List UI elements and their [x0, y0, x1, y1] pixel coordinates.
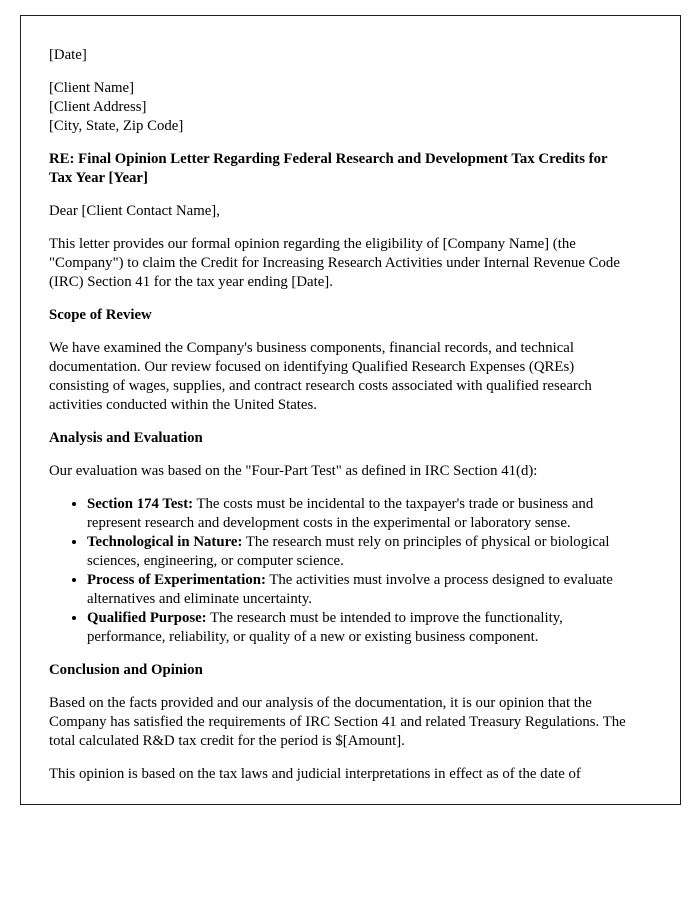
list-item-label: Technological in Nature:: [87, 534, 243, 550]
letter-document: [20, 15, 681, 805]
scope-of-review-paragraph: We have examined the Company's business components, financial records, and technical documentation. Our review focused on identifying Qualified Research Expenses (QREs) consisting of wages, supplies, and contract research costs associated with qualified research activities conducted within the United States.: [49, 340, 592, 413]
closing-partial-paragraph: This opinion is based on the tax laws and judicial interpretations in effect as of the date of: [49, 766, 581, 782]
date-line: [Date]: [49, 47, 87, 63]
conclusion-paragraph: Based on the facts provided and our analysis of the documentation, it is our opinion that the Company has satisfied the requirements of IRC Section 41 and related Treasury Regulations. The total calculated R&D tax credit for the period is $[Amount].: [49, 695, 626, 749]
client-city-state-zip-line: [City, State, Zip Code]: [49, 118, 184, 134]
subject-line: RE: Final Opinion Letter Regarding Federal Research and Development Tax Credits for Tax Year [Year]: [49, 151, 608, 186]
list-item-technological-in-nature: [87, 533, 632, 571]
list-item-section-174-test: [87, 495, 632, 533]
client-address-block: [49, 79, 632, 136]
four-part-test-list: [49, 495, 632, 647]
analysis-intro-paragraph: Our evaluation was based on the "Four-Part Test" as defined in IRC Section 41(d):: [49, 463, 538, 479]
list-item-qualified-purpose: [87, 609, 632, 647]
list-item-text: The activities must involve a process designed to evaluate alternatives and eliminate uncertainty.: [87, 572, 613, 607]
section-heading-analysis-and-evaluation: Analysis and Evaluation: [49, 430, 203, 446]
section-heading-scope-of-review: Scope of Review: [49, 307, 152, 323]
list-item-label: Process of Experimentation:: [87, 572, 266, 588]
client-address-line: [Client Address]: [49, 99, 147, 115]
intro-paragraph: This letter provides our formal opinion regarding the eligibility of [Company Name] (the "Company") to claim the Credit for Increasing Research Activities under Internal Revenue Code (IRC) Section 41 for the tax year ending [Date].: [49, 236, 620, 290]
list-item-label: Section 174 Test:: [87, 496, 194, 512]
section-heading-conclusion-and-opinion: Conclusion and Opinion: [49, 662, 203, 678]
list-item-process-of-experimentation: [87, 571, 632, 609]
salutation: Dear [Client Contact Name],: [49, 203, 220, 219]
list-item-text: The research must rely on principles of physical or biological sciences, engineering, or computer science.: [87, 534, 610, 569]
list-item-text: The costs must be incidental to the taxpayer's trade or business and represent research and development costs in the experimental or laboratory sense.: [87, 496, 594, 531]
list-item-text: The research must be intended to improve the functionality, performance, reliability, or quality of a new or existing business component.: [87, 610, 563, 645]
list-item-label: Qualified Purpose:: [87, 610, 207, 626]
client-name-line: [Client Name]: [49, 80, 135, 96]
